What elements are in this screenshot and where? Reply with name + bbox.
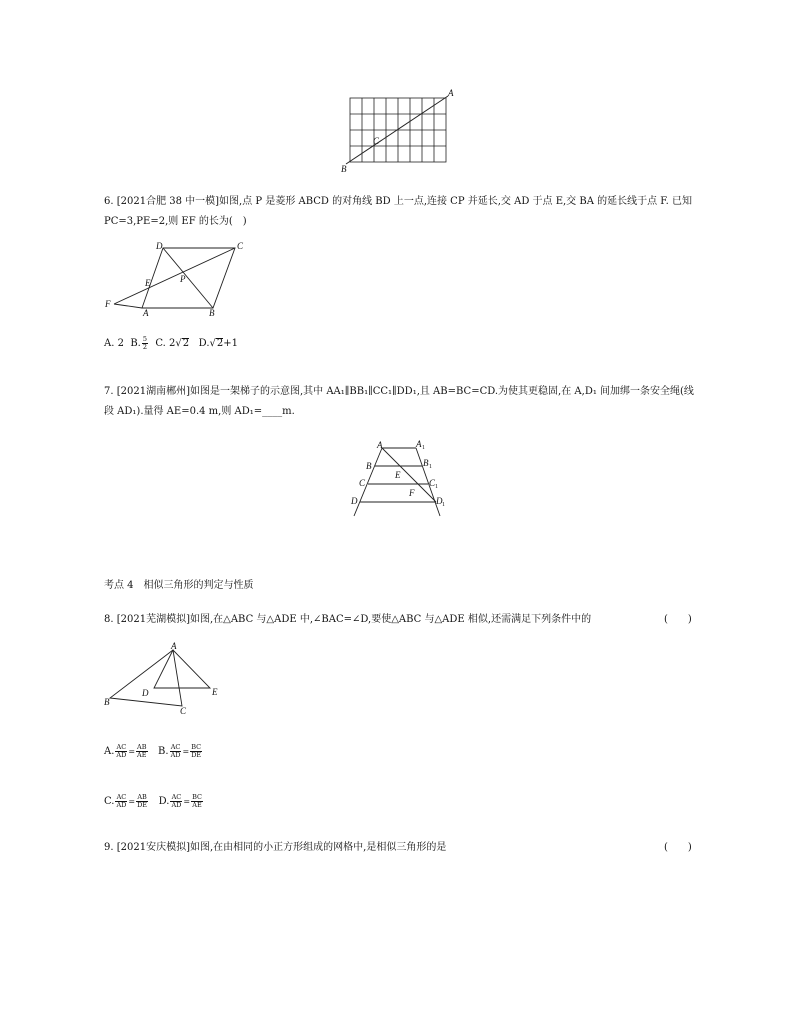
option-d-fraction-2: $\frac{BC}{AE}$ (192, 793, 202, 809)
question-6-text: 6. [2021合肥 38 中一模]如图,点 P 是菱形 ABCD 的对角线 BD 上一点,连接 CP 并延长,交 AD 于点 E,交 BA 的延长线于点 F. 已知 PC=3,PE=2,则 EF 的长为( ) (104, 196, 693, 227)
svg-text:1: 1 (429, 464, 432, 470)
label-F: F (409, 488, 415, 498)
option-a-fraction-1: $\frac{AC}{AD}$ (116, 743, 127, 759)
option-d-radicand: 2 (216, 338, 224, 349)
option-d-suffix: +1 (223, 338, 238, 349)
label-B: B (366, 461, 372, 471)
label-F: F (105, 299, 111, 309)
question-8-answer-slot: ( ) (664, 614, 692, 625)
label-P: P (180, 274, 186, 284)
label-E: E (395, 470, 401, 480)
triangle-figure-svg (100, 640, 230, 720)
question-9-text: 9. [2021安庆模拟]如图,在由相同的小正方形组成的网格中,是相似三角形的是 (104, 842, 447, 853)
question-8-options-row-2: C. $\frac{AC}{AD}$ = $\frac{AB}{DE}$ D. $\frac{AC}{AD}$ = $\frac{BC}{AE}$ (104, 793, 202, 809)
option-c-prefix: C. 2 (155, 338, 176, 349)
question-8-text: 8. [2021芜湖模拟]如图,在△ABC 与△ADE 中,∠BAC=∠D,要使△ABC 与△ADE 相似,还需满足下列条件中的 (104, 614, 592, 625)
option-c-fraction-1: $\frac{AC}{AD}$ (116, 793, 127, 809)
label-C: C (237, 241, 244, 251)
label-B: B (104, 697, 110, 707)
option-b-letter: B. (130, 338, 141, 349)
label-A1: A (416, 439, 422, 449)
option-b-fraction-2: $\frac{BC}{DE}$ (191, 743, 202, 759)
question-8-options-row-1: A. $\frac{AC}{AD}$ = $\frac{AB}{AE}$ B. $\frac{AC}{AD}$ = $\frac{BC}{DE}$ (104, 743, 202, 759)
label-B: B (341, 164, 347, 174)
label-A: A (448, 88, 454, 98)
label-D: D (351, 496, 358, 506)
question-7-text: 7. [2021湖南郴州]如图是一架梯子的示意图,其中 AA₁∥BB₁∥CC₁∥DD₁,且 AB=BC=CD.为使其更稳固,在 A,D₁ 间加绑一条安全绳(线段 AD₁).量得 AE=0.4 m,则 AD₁=____m. (104, 386, 694, 417)
question-9-answer-slot: ( ) (664, 842, 692, 853)
label-A: A (171, 641, 177, 651)
rhombus-figure-svg (100, 240, 250, 320)
ladder-figure-svg (340, 440, 460, 520)
svg-text:1: 1 (435, 484, 438, 490)
option-b-fraction: $\frac{5}{2}$ (142, 335, 147, 351)
option-b-fraction-1: $\frac{AC}{AD}$ (170, 743, 181, 759)
option-b-letter: B. (158, 746, 169, 757)
label-C1: C (429, 478, 436, 488)
question-6-options: A. 2 B. $\frac{5}{2}$ C. 2√2 D.√2+1 (104, 335, 238, 351)
label-E: E (145, 278, 151, 288)
option-c-fraction-2: $\frac{AB}{DE}$ (137, 793, 148, 809)
label-B1: B (423, 458, 429, 468)
option-c-letter: C. (104, 796, 115, 807)
svg-text:1: 1 (422, 445, 425, 451)
ladder-figure (340, 440, 460, 520)
option-d-fraction-1: $\frac{AC}{AD}$ (171, 793, 182, 809)
triangle-figure (100, 640, 230, 720)
svg-text:1: 1 (442, 502, 445, 508)
label-B: B (209, 308, 215, 318)
label-E: E (212, 687, 218, 697)
grid-figure-svg (340, 90, 460, 175)
option-d-letter: D. (158, 796, 170, 807)
section-heading: 考点 4 相似三角形的判定与性质 (104, 580, 254, 591)
label-C: C (359, 478, 366, 488)
option-a-letter: A. (104, 746, 115, 757)
option-d-letter: D. (198, 338, 210, 349)
label-A: A (143, 308, 149, 318)
label-D: D (156, 241, 163, 251)
label-C: C (180, 706, 187, 716)
option-a: A. 2 (104, 338, 124, 349)
label-D: D (142, 688, 149, 698)
rhombus-figure (100, 240, 250, 320)
label-D1: D (436, 496, 443, 506)
grid-figure (340, 90, 460, 175)
label-A: A (377, 440, 383, 450)
option-a-fraction-2: $\frac{AB}{AE}$ (137, 743, 147, 759)
label-C: C (373, 136, 380, 146)
option-c-radicand: 2 (182, 338, 190, 349)
